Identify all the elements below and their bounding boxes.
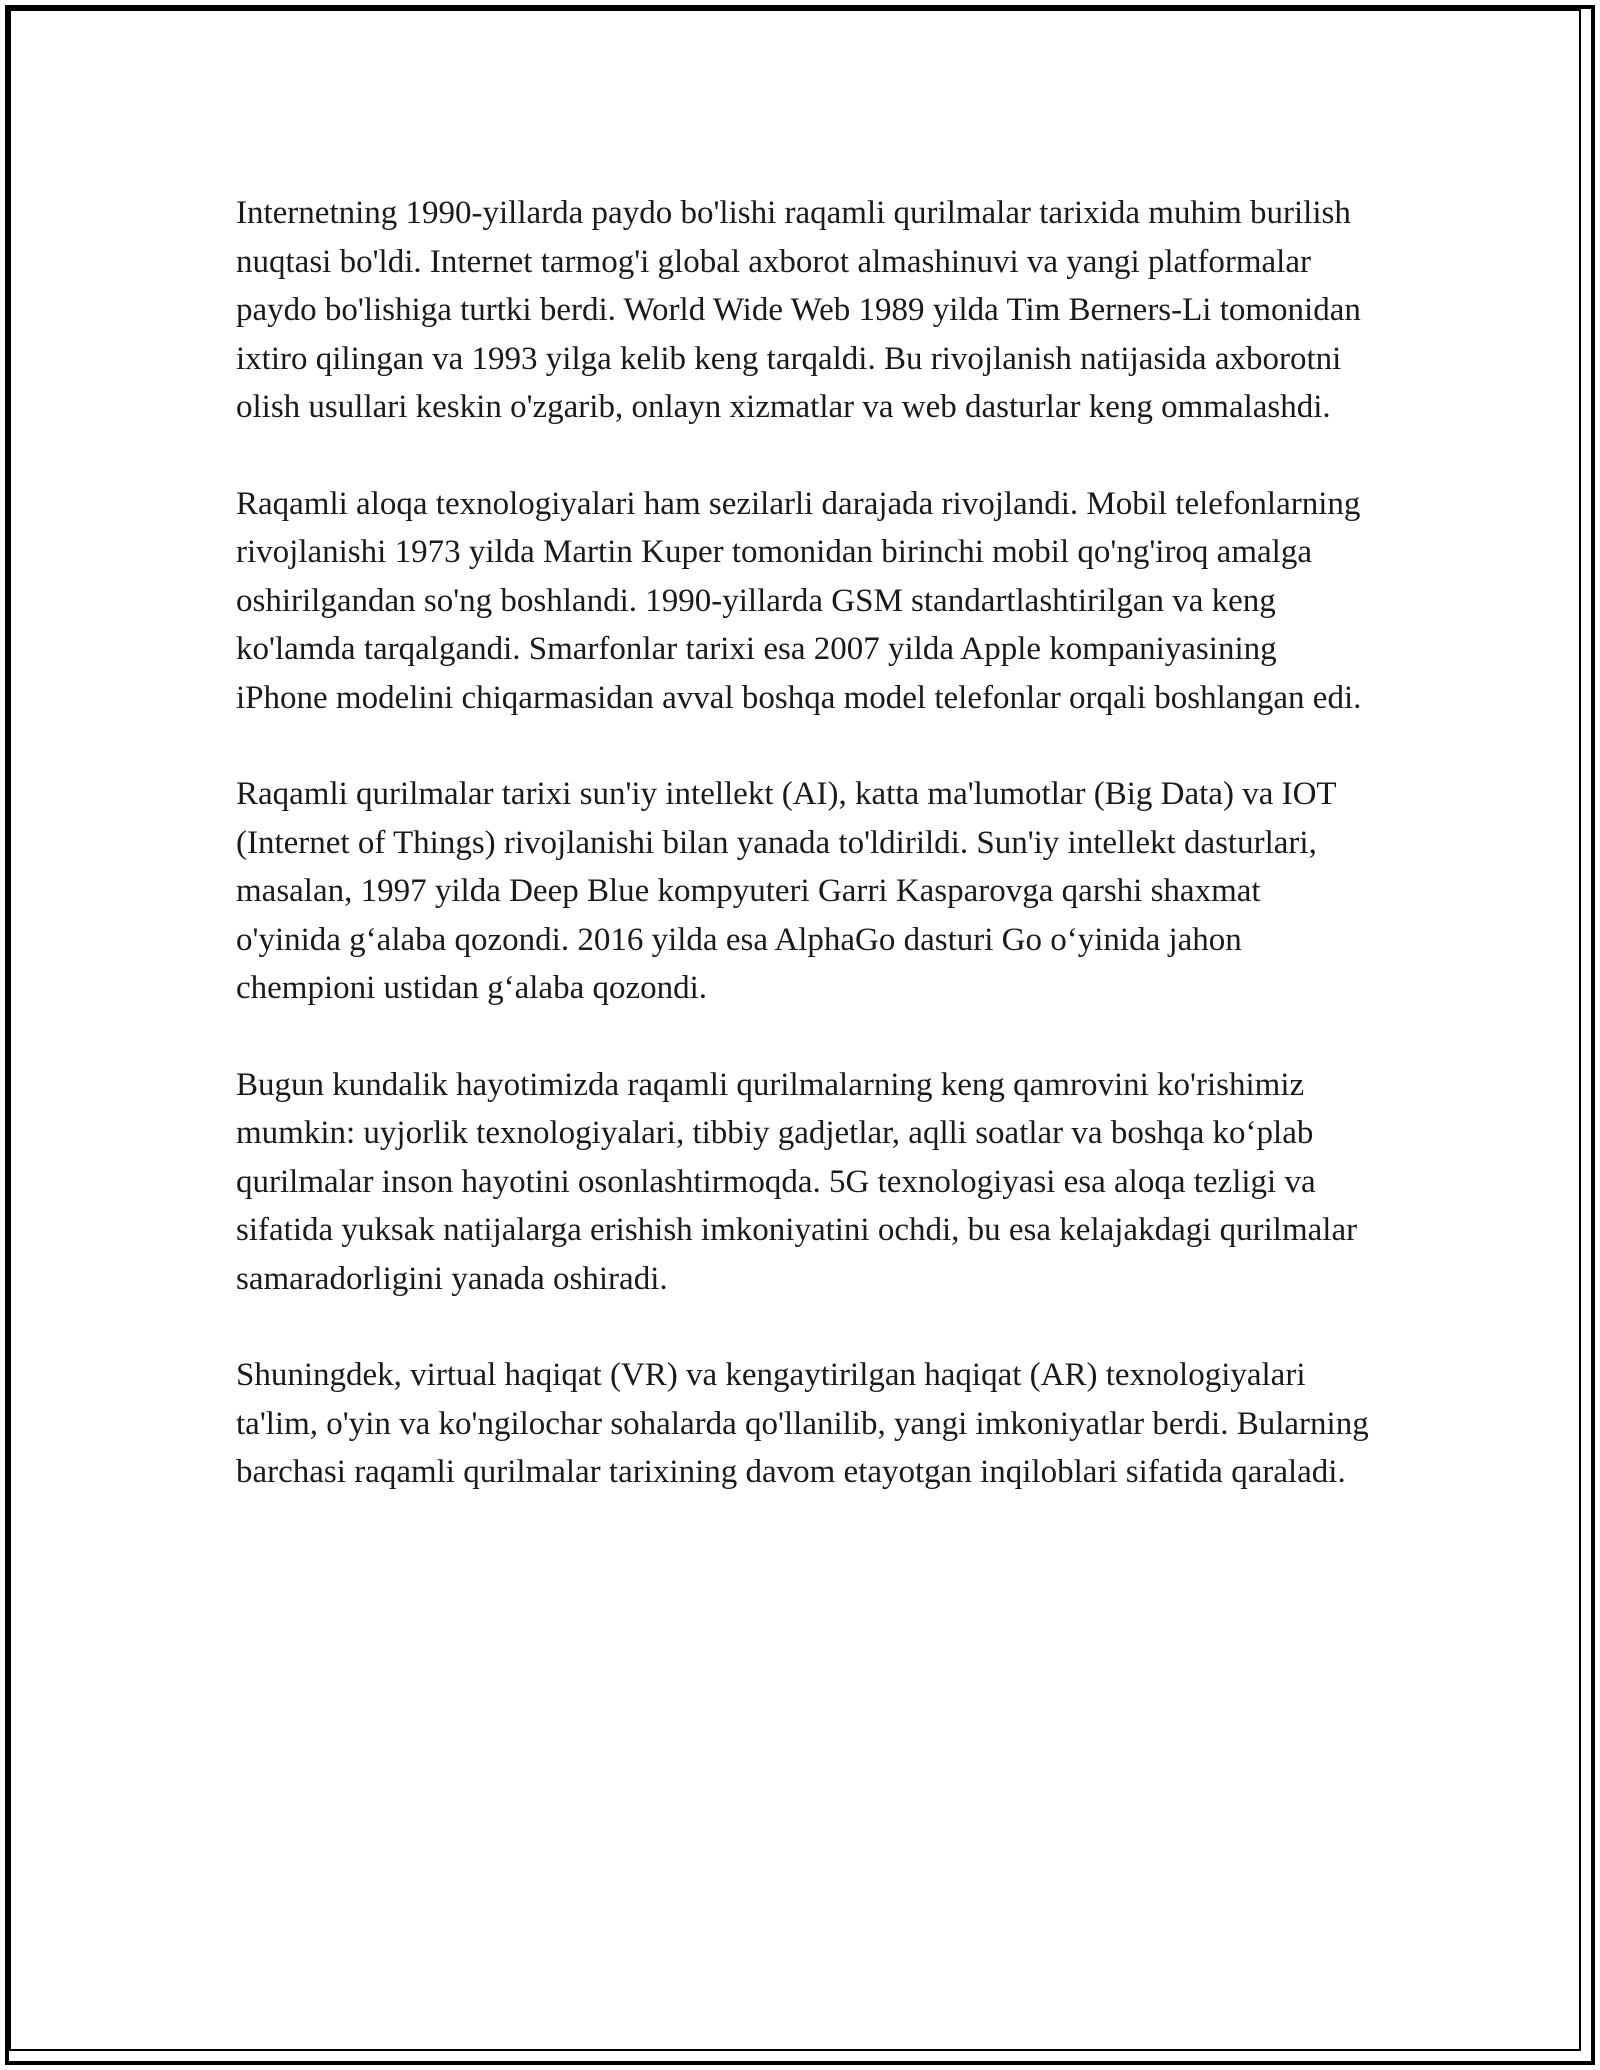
paragraph-communication: Raqamli aloqa texnologiyalari ham sezilarli darajada rivojlandi. Mobil telefonlarning rivojlanishi 1973 yilda Martin Kuper tomonidan birinchi mobil qo'ng'iroq amalga oshirilgandan so'ng boshlandi. 1990-yillarda GSM standartlashtirilgan va keng ko'lamda tarqalgandi. Smarfonlar tarixi esa 2007 yilda Apple kompaniyasining iPhone modelini chiqarmasidan avval boshqa model telefonlar orqali boshlangan edi. bbox=[236, 485, 1362, 716]
paragraph-everyday-devices: Bugun kundalik hayotimizda raqamli qurilmalarning keng qamrovini ko'rishimiz mumkin: uyjorlik texnologiyalari, tibbiy gadjetlar, aqlli soatlar va boshqa ko‘plab qurilmalar inson hayotini osonlashtirmoqda. 5G texnologiyasi esa aloqa tezligi va sifatida yuksak natijalarga erishish imkoniyatini ochdi, bu esa kelajakdagi qurilmalar samaradorligini yanada oshiradi. bbox=[236, 1066, 1358, 1297]
document-body bbox=[236, 189, 1371, 1545]
paragraph-vr-ar: Shuningdek, virtual haqiqat (VR) va kengaytirilgan haqiqat (AR) texnologiyalari ta'lim, o'yin va ko'ngilochar sohalarda qo'llanilib, yangi imkoniyatlar berdi. Bularning barchasi raqamli qurilmalar tarixining davom etayotgan inqiloblari sifatida qaraladi. bbox=[236, 1357, 1369, 1490]
paragraph-ai: Raqamli qurilmalar tarixi sun'iy intellekt (AI), katta ma'lumotlar (Big Data) va IOT (Internet of Things) rivojlanishi bilan yanada to'ldirildi. Sun'iy intellekt dasturlari, masalan, 1997 yilda Deep Blue kompyuteri Garri Kasparovga qarshi shaxmat o'yinida g‘alaba qozondi. 2016 yilda esa AlphaGo dasturi Go o‘yinida jahon chempioni ustidan g‘alaba qozondi. bbox=[236, 776, 1336, 1006]
paragraph-internet: Internetning 1990-yillarda paydo bo'lishi raqamli qurilmalar tarixida muhim burilish nuqtasi bo'ldi. Internet tarmog'i global axborot almashinuvi va yangi platformalar paydo bo'lishiga turtki berdi. World Wide Web 1989 yilda Tim Berners-Li tomonidan ixtiro qilingan va 1993 yilga kelib keng tarqaldi. Bu rivojlanish natijasida axborotni olish usullari keskin o'zgarib, onlayn xizmatlar va web dasturlar keng ommalashdi. bbox=[236, 195, 1361, 425]
